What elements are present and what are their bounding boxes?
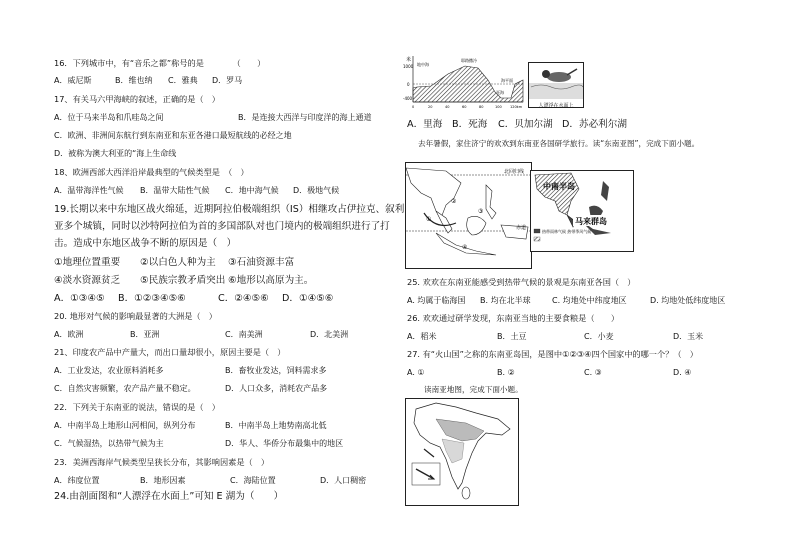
q23-stem: 23．美洲西海岸气候类型呈狭长分布，其影响因素是（ ） [54,457,270,467]
q27-option-a[interactable]: A. ① [407,368,425,377]
xtick-40: 40 [445,105,450,109]
q24-option-b[interactable]: B．死海 [452,119,488,130]
q16-option-d[interactable]: D．罗马 [212,76,243,85]
q17-option-c[interactable]: C．欧洲、非洲间东航行到东南亚和东亚各港口最短航线的必经之地 [54,131,292,140]
q27-option-d[interactable]: D. ④ [673,368,692,377]
profile-y0: 0 [407,82,410,87]
q22-option-c[interactable]: C．气候湿热，以热带气候为主 [54,439,164,448]
q16-option-c[interactable]: C．雅典 [168,76,198,85]
q19-item-2: ②以白色人种为主 [140,257,216,268]
south-asia-map [405,398,519,506]
profile-y1000: 1000 [403,64,414,69]
q24-stem: 24.由剖面图和“人漂浮在水面上”可知 E 湖为（ ） [54,491,284,502]
q21-option-c[interactable]: C．自然灾害频繁，农产品产量不稳定。 [54,384,196,393]
label-indochina: 中南半岛 [543,182,575,191]
profile-ylabel: 米 [406,57,412,63]
q22-option-a[interactable]: A．中南半岛上地形山河相间，纵列分布 [54,421,196,430]
xtick-20: 20 [428,105,433,109]
q27-option-b[interactable]: B. ② [497,368,515,377]
label-sea-level: 海平面 [501,78,513,83]
q25-stem: 25. 欢欢在东南亚能感受到热带气候的景观是东南亚各国（ ） [407,277,636,287]
label-mediterranean: 地中海 [417,62,429,67]
q27-stem: 27. 有“火山国”之称的东南亚岛国，是图中①②③④四个国家中的哪一个？（ ） [407,349,698,359]
q19-item-6: ⑥地形以高原为主。 [228,275,314,286]
q19-line-2: 亚多个城镇，同时以沙特阿拉伯为首的多国部队对也门境内的极端组织进行了打 [54,221,390,232]
q18-stem: 18、欧洲西部大西洋沿岸最典型的气候类型是 （ ） [54,167,249,177]
q18-option-a[interactable]: A．温带海洋性气候 [54,186,124,195]
xtick-80: 80 [479,105,484,109]
label-equator: 赤道 [516,225,527,231]
q18-option-d[interactable]: D．极地气候 [293,186,340,195]
marker-1: ① [426,216,432,223]
label-jerusalem: 耶路撒冷 [461,58,477,63]
profile-ym400: -400 [403,96,413,101]
q18-option-b[interactable]: B．温带大陆性气候 [140,186,210,195]
q19-option-a[interactable]: A．①③④⑤ [54,293,105,304]
q21-stem: 21、印度农产品中产量大，而出口量却很小，原因主要是（ ） [54,347,286,357]
q22-stem: 22．下列关于东南亚的说法，错误的是（ ） [54,402,220,412]
q20-option-b[interactable]: B．亚洲 [130,330,160,339]
q16-option-a[interactable]: A．威尼斯 [54,76,92,85]
south-asia-intro: 读南亚地图，完成下面小题。 [424,385,523,394]
q26-stem: 26. 欢欢通过研学发现，东南亚当地的主要食粮是（ ） [407,313,620,323]
q18-option-c[interactable]: C．地中海气候 [225,186,279,195]
q19-option-d[interactable]: D．①④⑤⑥ [282,293,334,304]
q17-option-a[interactable]: A．位于马来半岛和爪哇岛之间 [54,113,164,122]
q19-line-3: 击。造成中东地区战争不断的原因是（ ） [54,238,237,249]
q21-option-a[interactable]: A．工业发达，农业原料消耗多 [54,366,164,375]
marker-3: ③ [478,208,484,215]
q16-stem: 16．下列城市中，有“音乐之都”称号的是 （ ） [54,58,266,68]
southeast-asia-map [405,162,532,269]
q19-line-1: 19.长期以来中东地区战火绵延，近期阿拉伯极端组织（IS）相继攻占伊拉克、叙利 [54,204,405,215]
q26-option-a[interactable]: A．稻米 [407,332,437,341]
q25-option-d[interactable]: D. 均地处低纬度地区 [650,296,726,305]
q27-option-c[interactable]: C. ③ [584,368,602,377]
sea-intro: 去年暑假，家住济宁的欢欢到东南亚各国研学旅行。读“东南亚图”，完成下面小题。 [418,139,700,148]
label-malay-archipelago: 马来群岛 [575,217,607,226]
xtick-100: 100 [495,105,502,109]
q19-item-3: ③石油资源丰富 [228,257,295,268]
q25-option-a[interactable]: A. 均属于临海国 [407,296,466,305]
climate-inset-map [530,170,634,252]
q20-option-a[interactable]: A．欧洲 [54,330,84,339]
q23-option-c[interactable]: C．海陆位置 [230,476,276,485]
xtick-0: 0 [412,105,415,109]
q24-option-c[interactable]: C．贝加尔湖 [498,119,553,130]
q20-stem: 20. 地形对气候的影响最显著的大洲是（ ） [54,311,217,321]
q19-item-5: ⑤民族宗教矛盾突出 [140,275,226,286]
q21-option-d[interactable]: D．人口众多，消耗农产品多 [225,384,328,393]
q26-option-b[interactable]: B．土豆 [497,332,527,341]
xtick-60: 60 [462,105,467,109]
q20-option-d[interactable]: D．北美洲 [310,330,349,339]
label-n-tropic: 北回归线 [504,169,525,175]
q26-option-d[interactable]: D．玉米 [673,332,704,341]
q19-item-4: ④淡水资源贫乏 [54,275,121,286]
xtick-120: 120km [510,105,523,109]
q25-option-b[interactable]: B. 均在北半球 [480,296,531,305]
q20-option-c[interactable]: C．南美洲 [225,330,263,339]
q26-option-c[interactable]: C．小麦 [584,332,614,341]
q23-option-b[interactable]: B．地形因素 [140,476,186,485]
q19-item-1: ①地理位置重要 [54,257,121,268]
marker-2: ② [451,198,457,205]
q22-option-d[interactable]: D．华人、华侨分布最集中的地区 [225,439,344,448]
dead-sea-profile-diagram [403,54,525,110]
label-dead-sea: 死海 [496,90,504,95]
q23-option-a[interactable]: A．纬度位置 [54,476,100,485]
q17-option-d[interactable]: D．被称为澳大利亚的“海上生命线 [54,149,177,158]
q22-option-b[interactable]: B．中南半岛上地势南高北低 [225,421,327,430]
climate-legend: 热带雨林气候 热带季风气候 [542,229,592,234]
q23-option-d[interactable]: D．人口稠密 [320,476,367,485]
floating-person-picture [528,62,584,108]
floating-caption: 人漂浮在水面上 [538,103,574,109]
q21-option-b[interactable]: B．畜牧业发达，饲料需求多 [225,366,327,375]
q25-option-c[interactable]: C. 均地处中纬度地区 [552,296,627,305]
q24-option-a[interactable]: A．里海 [407,119,443,130]
q19-option-b[interactable]: B．①②③④⑤⑥ [118,293,186,304]
q17-stem: 17、有关马六甲海峡的叙述，正确的是（ ） [54,94,220,104]
marker-4: ④ [462,244,468,251]
q17-option-b[interactable]: B．是连接大西洋与印度洋的海上通道 [238,113,372,122]
q16-option-b[interactable]: B．维也纳 [115,76,153,85]
q24-option-d[interactable]: D．苏必利尔湖 [562,119,627,130]
q19-option-c[interactable]: C．②④⑤⑥ [218,293,269,304]
